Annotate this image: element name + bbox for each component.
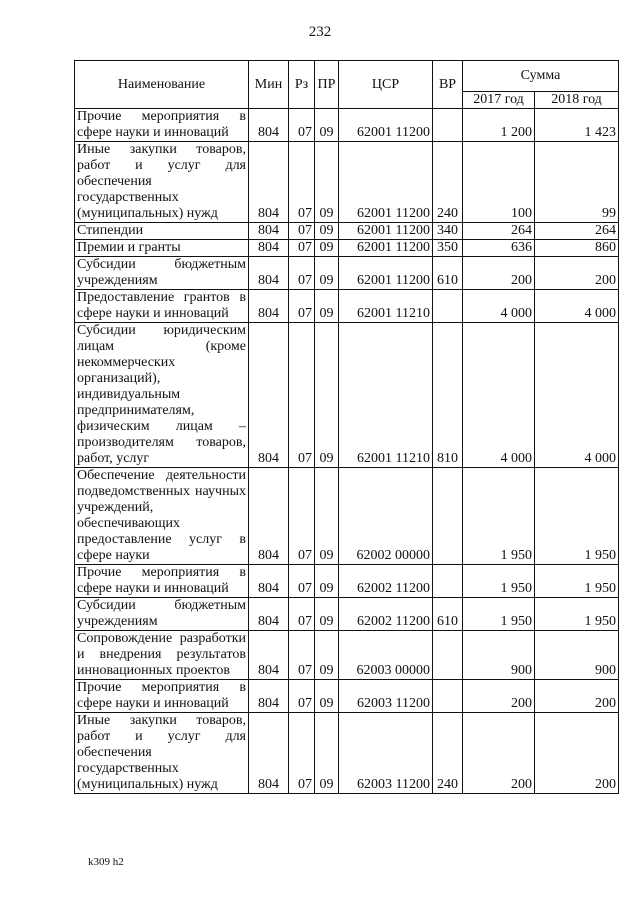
row-min: 804 [249, 468, 289, 565]
table-row [75, 631, 619, 680]
row-rz: 07 [289, 290, 315, 323]
table-body [75, 109, 619, 794]
row-pr: 09 [315, 290, 339, 323]
row-vr: 610 [433, 257, 463, 290]
row-pr: 09 [315, 240, 339, 257]
row-min: 804 [249, 598, 289, 631]
row-name: Прочие мероприятия в сфере науки и инноваций [75, 565, 249, 598]
row-rz: 07 [289, 109, 315, 142]
row-sum-2017: 900 [463, 631, 535, 680]
row-pr: 09 [315, 680, 339, 713]
row-min: 804 [249, 142, 289, 223]
row-min: 804 [249, 109, 289, 142]
row-name: Сопровождение разработки и внедрения результатов инновационных проектов [75, 631, 249, 680]
col-header-vr: ВР [433, 61, 463, 109]
row-min: 804 [249, 565, 289, 598]
row-sum-2017: 4 000 [463, 323, 535, 468]
row-vr: 810 [433, 323, 463, 468]
row-rz: 07 [289, 680, 315, 713]
row-name: Предоставление грантов в сфере науки и инноваций [75, 290, 249, 323]
row-sum-2018: 4 000 [535, 323, 619, 468]
row-csr: 62003 11200 [339, 713, 433, 794]
row-pr: 09 [315, 142, 339, 223]
row-sum-2017: 100 [463, 142, 535, 223]
row-pr: 09 [315, 468, 339, 565]
row-rz: 07 [289, 598, 315, 631]
row-pr: 09 [315, 565, 339, 598]
row-sum-2018: 1 950 [535, 598, 619, 631]
table-row [75, 565, 619, 598]
row-sum-2018: 1 950 [535, 565, 619, 598]
row-sum-2017: 4 000 [463, 290, 535, 323]
row-name: Субсидии юридическим лицам (кроме некоммерческих организаций), индивидуальным предпринимателям, физическим лицам – производителям товаров, работ, услуг [75, 323, 249, 468]
row-sum-2018: 200 [535, 257, 619, 290]
row-csr: 62002 11200 [339, 598, 433, 631]
row-vr [433, 631, 463, 680]
row-csr: 62002 00000 [339, 468, 433, 565]
col-header-csr: ЦСР [339, 61, 433, 109]
row-csr: 62002 11200 [339, 565, 433, 598]
row-min: 804 [249, 631, 289, 680]
row-vr [433, 468, 463, 565]
row-min: 804 [249, 713, 289, 794]
row-vr: 240 [433, 142, 463, 223]
row-name: Премии и гранты [75, 240, 249, 257]
row-rz: 07 [289, 565, 315, 598]
row-pr: 09 [315, 223, 339, 240]
row-min: 804 [249, 323, 289, 468]
row-csr: 62003 00000 [339, 631, 433, 680]
row-name: Субсидии бюджетным учреждениям [75, 598, 249, 631]
row-vr: 340 [433, 223, 463, 240]
table-row [75, 713, 619, 794]
row-vr: 240 [433, 713, 463, 794]
row-name: Стипендии [75, 223, 249, 240]
row-rz: 07 [289, 240, 315, 257]
row-min: 804 [249, 680, 289, 713]
row-min: 804 [249, 257, 289, 290]
row-vr: 350 [433, 240, 463, 257]
row-vr [433, 290, 463, 323]
row-sum-2018: 4 000 [535, 290, 619, 323]
row-min: 804 [249, 223, 289, 240]
table-header [75, 61, 619, 109]
row-vr [433, 680, 463, 713]
row-sum-2017: 264 [463, 223, 535, 240]
row-pr: 09 [315, 631, 339, 680]
col-header-rz: Рз [289, 61, 315, 109]
row-vr [433, 109, 463, 142]
table-row [75, 680, 619, 713]
page-number: 232 [308, 24, 332, 40]
row-pr: 09 [315, 109, 339, 142]
table-row [75, 290, 619, 323]
row-name: Прочие мероприятия в сфере науки и инноваций [75, 680, 249, 713]
row-rz: 07 [289, 713, 315, 794]
row-csr: 62001 11200 [339, 223, 433, 240]
row-sum-2018: 200 [535, 680, 619, 713]
row-name: Субсидии бюджетным учреждениям [75, 257, 249, 290]
row-rz: 07 [289, 323, 315, 468]
table-row [75, 240, 619, 257]
budget-table [74, 60, 619, 794]
row-name: Иные закупки товаров, работ и услуг для обеспечения государственных (муниципальных) нужд [75, 142, 249, 223]
row-name: Иные закупки товаров, работ и услуг для обеспечения государственных (муниципальных) нужд [75, 713, 249, 794]
row-csr: 62001 11200 [339, 142, 433, 223]
row-pr: 09 [315, 713, 339, 794]
row-sum-2018: 1 423 [535, 109, 619, 142]
row-sum-2018: 1 950 [535, 468, 619, 565]
row-pr: 09 [315, 257, 339, 290]
row-rz: 07 [289, 142, 315, 223]
row-sum-2018: 99 [535, 142, 619, 223]
col-header-sum: Сумма [463, 61, 619, 92]
row-name: Прочие мероприятия в сфере науки и инноваций [75, 109, 249, 142]
row-sum-2017: 1 950 [463, 468, 535, 565]
table-row [75, 223, 619, 240]
row-sum-2017: 200 [463, 680, 535, 713]
row-pr: 09 [315, 598, 339, 631]
row-csr: 62003 11200 [339, 680, 433, 713]
row-rz: 07 [289, 631, 315, 680]
col-header-name: Наименование [75, 61, 249, 109]
row-sum-2017: 1 950 [463, 565, 535, 598]
row-sum-2017: 200 [463, 257, 535, 290]
row-min: 804 [249, 240, 289, 257]
table-row [75, 323, 619, 468]
table-row [75, 468, 619, 565]
row-rz: 07 [289, 257, 315, 290]
row-sum-2017: 200 [463, 713, 535, 794]
table-row [75, 109, 619, 142]
row-sum-2017: 1 200 [463, 109, 535, 142]
row-csr: 62001 11200 [339, 109, 433, 142]
row-pr: 09 [315, 323, 339, 468]
row-vr [433, 565, 463, 598]
row-sum-2018: 264 [535, 223, 619, 240]
row-sum-2017: 1 950 [463, 598, 535, 631]
row-vr: 610 [433, 598, 463, 631]
table-row [75, 257, 619, 290]
row-rz: 07 [289, 468, 315, 565]
row-csr: 62001 11200 [339, 240, 433, 257]
row-min: 804 [249, 290, 289, 323]
row-csr: 62001 11210 [339, 290, 433, 323]
footer-code: k309 h2 [88, 856, 124, 868]
row-sum-2018: 200 [535, 713, 619, 794]
row-csr: 62001 11210 [339, 323, 433, 468]
row-sum-2017: 636 [463, 240, 535, 257]
col-header-pr: ПР [315, 61, 339, 109]
col-header-min: Мин [249, 61, 289, 109]
table-row [75, 142, 619, 223]
row-sum-2018: 860 [535, 240, 619, 257]
row-sum-2018: 900 [535, 631, 619, 680]
row-csr: 62001 11200 [339, 257, 433, 290]
col-header-year-2018: 2018 год [535, 92, 619, 109]
row-name: Обеспечение деятельности подведомственных научных учреждений, обеспечивающих предоставление услуг в сфере науки [75, 468, 249, 565]
table-row [75, 598, 619, 631]
col-header-year-2017: 2017 год [463, 92, 535, 109]
row-rz: 07 [289, 223, 315, 240]
